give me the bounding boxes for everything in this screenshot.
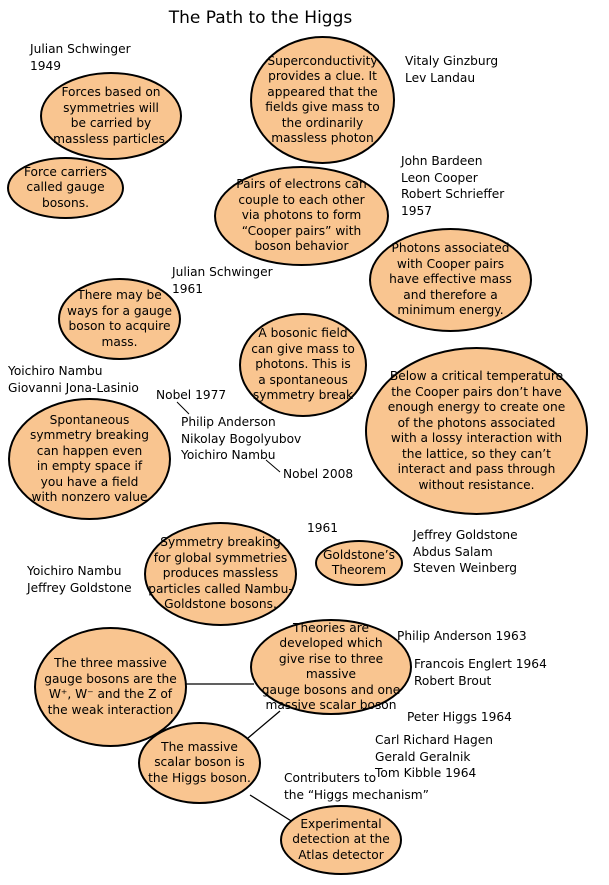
label-nambu-jona-lasinio: Yoichiro Nambu Giovanni Jona-Lasinio (8, 364, 139, 395)
diagram-title: The Path to the Higgs (168, 8, 353, 28)
bubble-gauge-bosons: Force carriers called gauge bosons. (7, 157, 124, 219)
bubble-acquire-mass: There may be ways for a gauge boson to acquire mass. (58, 278, 181, 360)
label-nambu-goldstone: Yoichiro Nambu Jeffrey Goldstone (27, 564, 132, 595)
bubble-goldstone-theorem: Goldstone’s Theorem (315, 540, 403, 586)
bubble-critical-temperature: Below a critical temperature the Cooper pairs don’t have enough energy to create one of the photons associated with a lossy interaction with the lattice, so they can’t interact and pass through without resistance. (365, 347, 588, 515)
label-goldstone-salam-weinberg: Jeffrey Goldstone Abdus Salam Steven Weinberg (413, 528, 518, 575)
label-higgs-1964: Peter Higgs 1964 (407, 710, 512, 724)
label-anderson-1963: Philip Anderson 1963 (397, 629, 527, 643)
label-englert-brout: Francois Englert 1964 Robert Brout (414, 657, 547, 688)
theories-to-higgs-boson-link (248, 711, 280, 738)
label-year-1961: 1961 (307, 521, 339, 535)
bubble-three-massive-bosons: The three massive gauge bosons are the W⁺, W⁻ and the Z of the weak interaction (34, 627, 187, 747)
label-bcs-1957: John Bardeen Leon Cooper Robert Schrieffer 1957 (401, 154, 505, 218)
label-schwinger-1961: Julian Schwinger 1961 (172, 265, 273, 296)
label-schwinger-1949: Julian Schwinger 1949 (30, 42, 131, 73)
bubble-bosonic-field: A bosonic field can give mass to photons. This is a spontaneous symmetry break (239, 313, 367, 417)
bubble-forces-symmetries: Forces based on symmetries will be carried by massless particles. (40, 72, 182, 160)
label-anderson-bogolyubov-nambu: Philip Anderson Nikolay Bogolyubov Yoichiro Nambu (181, 415, 302, 462)
label-higgs-mechanism-contributers: Contributers to the “Higgs mechanism” (284, 771, 429, 802)
bubble-higgs-boson: The massive scalar boson is the Higgs boson. (138, 722, 261, 804)
bubble-theories: Theories are developed which give rise to three massive gauge bosons and one massive scalar boson (250, 619, 412, 715)
label-nobel-2008: Nobel 2008 (283, 467, 354, 481)
bubble-superconductivity: Superconductivity provides a clue. It appeared that the fields give mass to the ordinarily massless photon (250, 36, 395, 164)
nobel-1977-connector (177, 402, 189, 414)
bubble-experimental-detection: Experimental detection at the Atlas detector (280, 805, 402, 875)
label-nobel-1977: Nobel 1977 (156, 388, 227, 402)
label-ginzburg-landau: Vitaly Ginzburg Lev Landau (405, 54, 499, 85)
label-hagen-geralnik-kibble: Carl Richard Hagen Gerald Geralnik Tom Kibble 1964 (375, 733, 493, 780)
bubble-photon-mass: Photons associated with Cooper pairs have effective mass and therefore a minimum energy. (369, 228, 532, 332)
bubble-global-symmetries: Symmetry breaking for global symmetries produces massless particles called Nambu- Goldstone bosons. (144, 522, 297, 626)
bubble-cooper-pairs: Pairs of electrons can couple to each other via photons to form “Cooper pairs” with boson behavior (214, 166, 389, 266)
bubble-spontaneous-breaking: Spontaneous symmetry breaking can happen even in empty space if you have a field with nonzero value (8, 398, 171, 520)
